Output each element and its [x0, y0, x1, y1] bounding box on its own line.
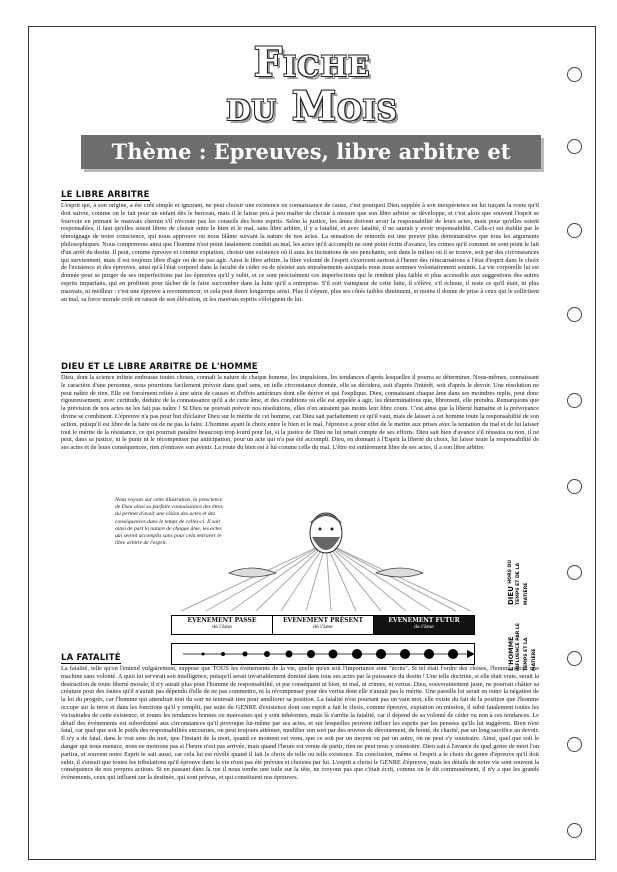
- section-title: LE LIBRE ARBITRE: [61, 190, 150, 200]
- section-dieu-libre-arbitre: [61, 356, 539, 452]
- binder-hole-icon: [567, 823, 582, 838]
- binder-hole-icon: [567, 737, 582, 752]
- section-body: Dieu, dont la science infinie embrasse toutes choses, connaît la nature de chaque homme, les impulsions, les tendances d'après lesquelles il pourra se déterminer. Nous-mêmes, connaissant le caractère d'une personne, nous pourrions facilement prévoir dans quel sens, en telle circonstance donnée, elle se décidera, soit d'après l'intérêt, soit d'après le devoir. Une résolution ne peut naître de rien. Elle est forcément reliée à une série de causes et d'effets antérieurs dont elle dérive et qui l'explique. Dieu, connaissant chaque âme dans ses moindres replis, peut donc rigoureusement, avec certitude, déduire de la connaissance qu'il a de cette âme, et des conditions où elle est appelée à agir, les déterminations que, librement, elle prendra. Remarquons que la prévision de nos actes ne les fait pas naître ! Si Dieu ne pouvait prévoir nos résolutions, elles n'en auraient pas moins leur libre cours. C'est ainsi que la liberté humaine et la prévoyance divine se combinent. L'épreuve n'a pas pour but d'éclairer Dieu sur le mérite de cet homme, car Dieu sait parfaitement ce qu'il vaut, mais de laisser à cet homme toute la responsabilité de son action, puisqu'il est libre de la faire ou de ne pas la faire. L'homme ayant le choix entre le bien et le mal, l'épreuve a pour effet de le mettre aux prises avec la tentation du mal et de lui laisser tout le mérite de la résistance, ce qui pourrait paraître beaucoup trop lourd pour lui, si la justice de Dieu ne lui tenait compte de ses efforts. Dieu sait bien d'avance s'il réussira ou non, il ne peut, dans sa justice, ni le punir ni le récompenser par anticipation, pour un acte qui n'a pas été accompli. Dieu, en donnant à l'Esprit la liberté du choix, lui laisse toute la responsabilité de ses actes et de leurs conséquences, rien n'entrave son avenir. La route du bien est à lui comme celle du mal. L'être est entièrement libre de ses actes, il a son libre arbitre.: [61, 374, 539, 452]
- theme-banner: Thème : Epreuves, libre arbitre et fatalité: [81, 135, 541, 169]
- dieu-subtitle: HORS DU TEMPS ET DE LA MATIÈRE: [508, 559, 529, 605]
- event-past-sub: de l'âme: [212, 625, 232, 630]
- binder-hole-icon: [567, 393, 582, 408]
- event-past: [172, 616, 273, 634]
- dieu-title: DIEU: [507, 586, 515, 605]
- dieu-label: [507, 545, 531, 605]
- event-present-sub: de l'âme: [313, 625, 333, 630]
- title-line-1: Fiche: [253, 39, 371, 86]
- binder-hole-icon: [567, 307, 582, 322]
- event-present: [273, 616, 374, 634]
- fiche-sheet: [28, 26, 596, 860]
- page-title: [29, 41, 595, 129]
- binder-hole-icon: [567, 223, 582, 238]
- title-line-2: du Mois: [226, 83, 398, 130]
- binder-hole-icon: [567, 651, 582, 666]
- section-body: L'esprit qui, à son origine, a été créé simple et ignorant, ne peut choisir une existence en connaissance de cause, c'est pourquoi Dieu supplée à son inexpérience en lui traçant la route qu'il doit suivre, comme on le fait pour un enfant dès le berceau, mais il le laisse peu à peu maître de choisir à mesure que son libre arbitre se développe, et c'est alors que souvent l'esprit se fourvoie en prenant le mauvais chemin s'il n'écoute pas les conseils des bons esprits. Selon la justice, les âmes doivent avoir la responsabilité de leurs actes, mais pour qu'elles soient responsables, il faut qu'elles soient libres de choisir entre le bien et le mal, sans libre arbitre, il y a fatalité, et avec fatalité, il ne saurait y avoir responsabilité. Celle-ci est établie par le témoignage de notre conscience, qui nous approuve ou nous blâme suivant la nature de nos actes. La sensation de remords est une preuve plus démonstrative que tous les arguments philosophiques. Nous comprenons ainsi que l'homme n'est point fatalement conduit au mal, les actes qu'il accomplit ne sont point écrits d'avance, les crimes qu'il commet ne sont point le fait d'un arrêt du destin. Il peut, comme épreuve et comme expiation, choisir une existence où il aura les incitations de ses penchants, soit dans le milieu où il se trouve, soit par des circonstances qui surviennent, mais il est toujours libre d'agir ou de ne pas agir. Ainsi le libre arbitre, la libre volonté de l'esprit s'exercent surtout à l'heure des réincarnations à l'état d'esprit dans le choix de l'existence et des épreuves, ainsi qu'à l'état corporel dans la faculté de céder ou de résister aux entraînements auxquels nous nous sommes volontairement soumis. La vie corporelle lui est donnée pour se purger de ses imperfections par les épreuves qu'il y subit, et ce sont précisément ces imperfections qui le rendent plus faible et plus accessible aux suggestions des autres esprits imparfaits, qui en profitent pour tâcher de le faire succomber dans la lutte qu'il a entreprise. S'il sort vainqueur de cette lutte, il s'élève, s'il échoue, il reste ce qu'il était, ni plus mauvais, ni meilleur : c'est une épreuve à recommencer, et cela peut durer longtemps ainsi. Plus il s'épure, plus ses côtés faibles diminuent, et moins il donne de prise à ceux qui le sollicitent au mal, sa force morale croît en raison de son élévation, et les mauvais esprits s'éloignent de lui.: [61, 202, 539, 303]
- section-fatalite: [61, 647, 539, 782]
- section-title: DIEU ET LE LIBRE ARBITRE DE L'HOMME: [61, 362, 258, 372]
- prescience-diagram: [111, 493, 551, 671]
- section-body: La fatalité, telle qu'on l'entend vulgairement, suppose que TOUS les événements de la vie, quelle qu'en soit l'importance sont "écrits". Si tel était l'ordre des choses, l'homme serait une machine sans volonté. A quoi lui servirait son intelligence, puisqu'il serait invariablement dominé dans tous ses actes par la puissance du destin ! Une telle doctrine, si elle était vraie, serait la destruction de toute liberté morale, il n'y aurait plus pour l'homme de responsabilité, et par conséquent ni bien, ni mal, ni crimes, ni vertus. Dieu, souverainement juste, ne pourrait châtier sa créature pour des fautes qu'il n'aurait pas dépendu d'elle de ne pas commettre, ni la récompenser pour des vertus dont elle n'aurait pas le mérite. Une pareille loi serait en outre la négation de la loi du progrès, car l'homme qui attendrait tout du sort ne tenterait rien pour améliorer sa position. La fatalité n'est pourtant pas un vain mot, elle existe du fait de la position que l'homme occupe sur la terre et dans les fonctions qu'il y remplit, par suite du GENRE d'existence dont son esprit a fait le choix, comme épreuve, expiation ou mission, il subit fatalement toutes les vicissitudes de cette existence, et toutes les tendances bonnes ou mauvaises qui y sont inhérentes, mais là s'arrête la fatalité, car il dépend de sa volonté de céder ou non à ces tendances. Le détail des événements est subordonné aux circonstances qu'il provoque lui-même par ses actes, et sur lesquelles peuvent influer les esprits par les pensées qu'ils lui suggèrent. Rien n'est fatal, car quel que soit le poids des responsabilités encourues, on peut toujours atténuer, modifier son sort par des œuvres de dévouement, de bonté, de charité, par un long sacrifice au devoir. Il n'y a de fatal, dans le vrai sens du mot, que l'instant de la mort, quand ce moment est venu, que ce soit par un moyen ou par un autre, on ne peut s'y soustraire. Ainsi, quel que soit le danger qui nous menace, nous ne mourons pas si l'heure n'est pas arrivée, mais quand l'heure est venue de partir, rien ne peut nous y soustraire. Dieu sait à l'avance de quel genre de mort l'on partira, et souvent notre Esprit le sait aussi, car cela lui est révélé quand il fait le choix de telle ou telle existence. En conclusion, même si l'esprit a le choix du genre d'épreuve qu'il doit subir, il s'ensuit que toutes les tribulations qu'il éprouve dans la vie n'ont pas été prévues et choisies par lui. L'esprit a choisi le GENRE d'épreuve, mais les détails de notre vie sont souvent la conséquence de nos propres actions. Si en passant dans la rue il nous tombe une tuile sur la tête, ne croyons pas que c'était écrit, comme on le dit communément, il n'y a que les grands événements, ceux qui influent sur la destinée, qui sont prévus, et qui constituent nos épreuves.: [61, 665, 539, 782]
- event-future: [374, 616, 474, 634]
- section-title: LA FATALITÉ: [61, 653, 121, 663]
- event-future-title: EVENEMENT FUTUR: [388, 617, 460, 624]
- homme-title: L'HOMME: [507, 636, 515, 671]
- event-past-title: EVENEMENT PASSE: [187, 617, 257, 624]
- event-future-sub: de l'âme: [414, 625, 434, 630]
- binder-hole-icon: [567, 565, 582, 580]
- binder-hole-icon: [567, 479, 582, 494]
- event-headers: [171, 615, 475, 635]
- section-libre-arbitre: [61, 184, 539, 303]
- binder-hole-icon: [567, 139, 582, 154]
- homme-subtitle: INFLUENCÉ PAR LE TEMPS ET LA MATIÈRE: [516, 623, 537, 671]
- diagram-caption: Nous voyons sur cette illustration, la prescience de Dieu ainsi sa parfaite connaissance des êtres lui permet d'avoir une vision des actes et des conséquences dans le temps de celles-ci. Il sait ainsi de part la nature de chaque âme, les actes qui seront accomplis sans pour cela entraver le libre arbitre de l'esprit.: [115, 497, 223, 547]
- event-present-title: EVENEMENT PRÉSENT: [282, 617, 364, 624]
- binder-holes: [567, 67, 587, 839]
